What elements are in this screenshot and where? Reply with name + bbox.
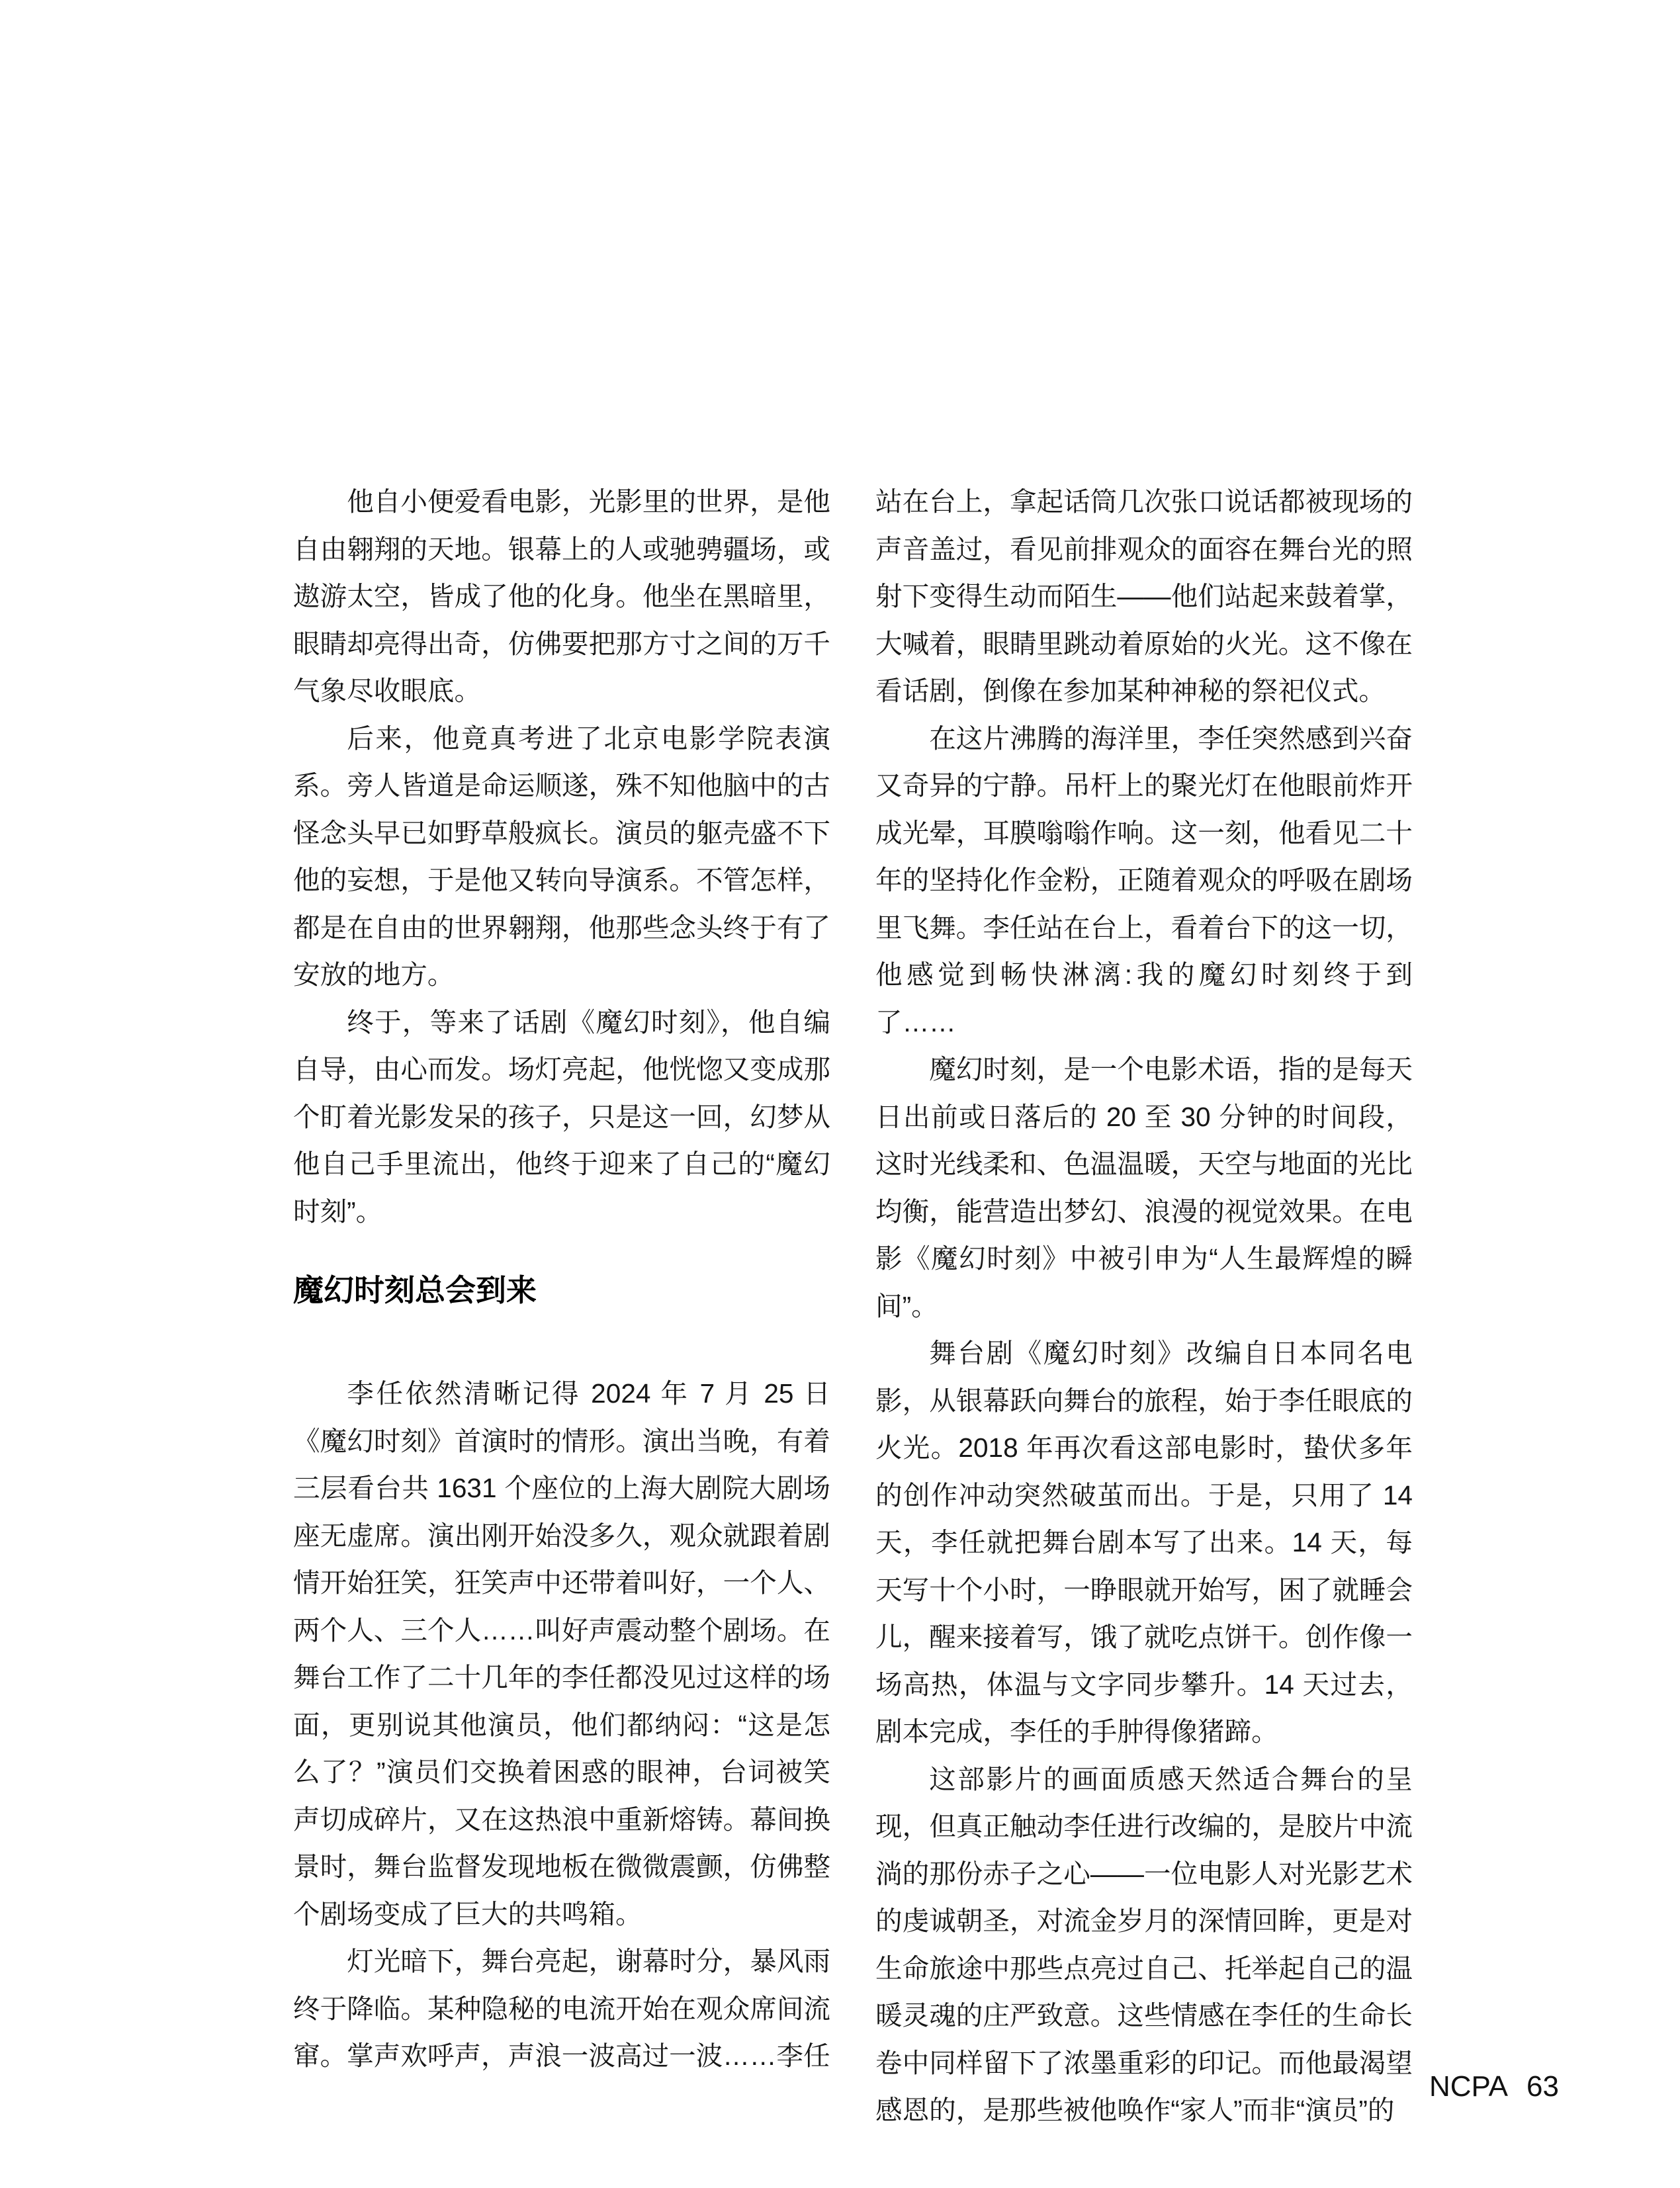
paragraph: 舞台剧《魔幻时刻》改编自日本同名电影，从银幕跃向舞台的旅程，始于李任眼底的火光。2018 年再次看这部电影时，蛰伏多年的创作冲动突然破茧而出。于是，只用了 14 天，李任就把舞台剧本写了出来。14 天，每天写十个小时，一睁眼就开始写，困了就睡会儿，醒来接着写，饿了就吃点饼干。创作像一场高热，体温与文字同步攀升。14 天过去，剧本完成，李任的手肿得像猪蹄。	[875, 1338, 1413, 1747]
magazine-brand: NCPA	[1429, 2070, 1508, 2103]
article-column-right	[875, 478, 1413, 2134]
paragraph: 后来，他竟真考进了北京电影学院表演系。旁人皆道是命运顺遂，殊不知他脑中的古怪念头早已如野草般疯长。演员的躯壳盛不下他的妄想，于是他又转向导演系。不管怎样，都是在自由的世界翱翔，他那些念头终于有了安放的地方。	[293, 722, 830, 990]
page-number: 63	[1526, 2070, 1559, 2103]
paragraph: 李任依然清晰记得 2024 年 7 月 25 日《魔幻时刻》首演时的情形。演出当晚，有着三层看台共 1631 个座位的上海大剧院大剧场座无虚席。演出刚开始没多久，观众就跟着剧情开始狂笑，狂笑声中还带着叫好，一个人、两个人、三个人……叫好声震动整个剧场。在舞台工作了二十几年的李任都没见过这样的场面，更别说其他演员，他们都纳闷：“这是怎么了？”演员们交换着困惑的眼神，台词被笑声切成碎片，又在这热浪中重新熔铸。幕间换景时，舞台监督发现地板在微微震颤，仿佛整个剧场变成了巨大的共鸣箱。	[293, 1378, 830, 1929]
paragraph: 魔幻时刻，是一个电影术语，指的是每天日出前或日落后的 20 至 30 分钟的时间段，这时光线柔和、色温温暖，天空与地面的光比均衡，能营造出梦幻、浪漫的视觉效果。在电影《魔幻时刻》中被引申为“人生最辉煌的瞬间”。	[875, 1054, 1413, 1321]
paragraph: 灯光暗下，舞台亮起，谢幕时分，暴风雨终于降临。某种隐秘的电流开始在观众席间流窜。掌声欢呼声，声浪一波高过一波……李任	[293, 1946, 830, 2071]
paragraph-continuation: 站在台上，拿起话筒几次张口说话都被现场的声音盖过，看见前排观众的面容在舞台光的照射下变得生动而陌生——他们站起来鼓着掌，大喊着，眼睛里跳动着原始的火光。这不像在看话剧，倒像在参加某种神秘的祭祀仪式。	[875, 486, 1413, 706]
section-heading: 魔幻时刻总会到来	[293, 1273, 537, 1307]
article-column-left	[293, 478, 830, 2080]
paragraph: 在这片沸腾的海洋里，李任突然感到兴奋又奇异的宁静。吊杆上的聚光灯在他眼前炸开成光晕，耳膜嗡嗡作响。这一刻，他看见二十年的坚持化作金粉，正随着观众的呼吸在剧场里飞舞。李任站在台上，看着台下的这一切，他感觉到畅快淋漓:我的魔幻时刻终于到了……	[875, 722, 1413, 1037]
paragraph: 他自小便爱看电影，光影里的世界，是他自由翱翔的天地。银幕上的人或驰骋疆场，或遨游太空，皆成了他的化身。他坐在黑暗里，眼睛却亮得出奇，仿佛要把那方寸之间的万千气象尽收眼底。	[293, 486, 830, 706]
paragraph: 终于，等来了话剧《魔幻时刻》，他自编自导，由心而发。场灯亮起，他恍惚又变成那个盯着光影发呆的孩子，只是这一回，幻梦从他自己手里流出，他终于迎来了自己的“魔幻时刻”。	[293, 1006, 830, 1227]
paragraph: 这部影片的画面质感天然适合舞台的呈现，但真正触动李任进行改编的，是胶片中流淌的那份赤子之心——一位电影人对光影艺术的虔诚朝圣，对流金岁月的深情回眸，更是对生命旅途中那些点亮过自己、托举起自己的温暖灵魂的庄严致意。这些情感在李任的生命长卷中同样留下了浓墨重彩的印记。而他最渴望感恩的，是那些被他唤作“家人”而非“演员”的	[875, 1763, 1413, 2125]
page-footer	[1429, 2072, 1559, 2101]
